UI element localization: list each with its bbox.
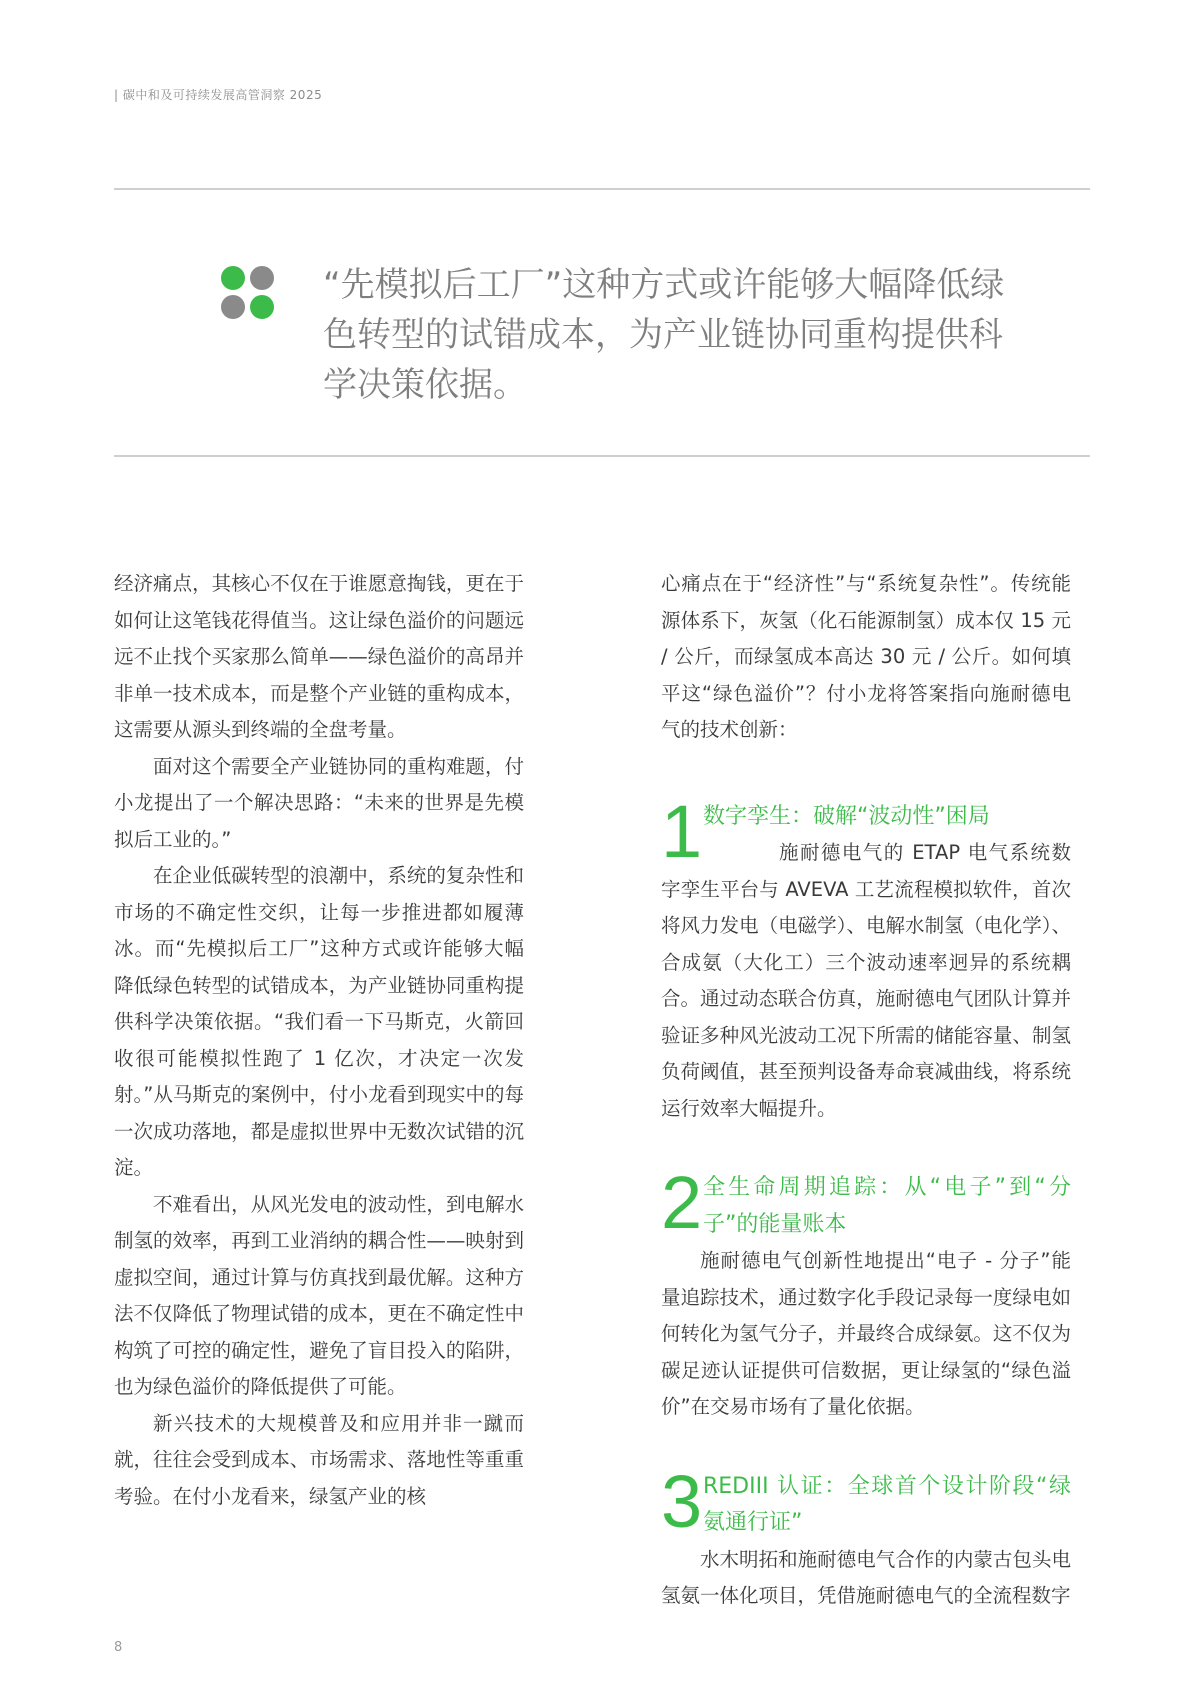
- bottom-divider: [114, 455, 1090, 457]
- paragraph: 新兴技术的大规模普及和应用并非一蹴而就，往往会受到成本、市场需求、落地性等重重考验。在付小龙看来，绿氢产业的核: [114, 1411, 524, 1508]
- four-dots-icon: [221, 266, 277, 322]
- paragraph: 不难看出，从风光发电的波动性，到电解水制氢的效率，再到工业消纳的耦合性——映射到虚拟空间，通过计算与仿真找到最优解。这种方法不仅降低了物理试错的成本，更在不确定性中构筑了可控的确定性，避免了盲目投入的陷阱，也为绿色溢价的降低提供了可能。: [114, 1192, 524, 1398]
- section-1: [661, 789, 1071, 1128]
- section-number: 1: [661, 789, 703, 873]
- section-title: 全生命周期追踪：从“电子”到“分子”的能量账本: [703, 1175, 1071, 1237]
- top-divider: [114, 188, 1090, 190]
- dot-green-bottom-right: [250, 295, 274, 319]
- dot-gray-top-right: [250, 266, 274, 290]
- right-column: [661, 566, 1071, 1615]
- section-number: 3: [661, 1459, 703, 1543]
- section-title: REDIII 认证：全球首个设计阶段“绿氨通行证”: [703, 1473, 1071, 1535]
- running-header: | 碳中和及可持续发展高管洞察 2025: [114, 88, 323, 102]
- paragraph: 经济痛点，其核心不仅在于谁愿意掏钱，更在于如何让这笔钱花得值当。这让绿色溢价的问题远远不止找个买家那么简单——绿色溢价的高昂并非单一技术成本，而是整个产业链的重构成本，这需要从源头到终端的全盘考量。: [114, 572, 524, 741]
- section-3: [661, 1459, 1071, 1615]
- paragraph: 面对这个需要全产业链协同的重构难题，付小龙提出了一个解决思路：“未来的世界是先模拟后工业的。”: [114, 754, 524, 851]
- page-number: 8: [114, 1640, 123, 1655]
- section-body: 水木明拓和施耐德电气合作的内蒙古包头电氢氨一体化项目，凭借施耐德电气的全流程数字: [661, 1547, 1071, 1607]
- section-title: 数字孪生：破解“波动性”困局: [703, 803, 990, 829]
- intro-paragraph: 心痛点在于“经济性”与“系统复杂性”。传统能源体系下，灰氢（化石能源制氢）成本仅 15 元 / 公斤，而绿氢成本高达 30 元 / 公斤。如何填平这“绿色溢价”？付小龙将答案指向施耐德电气的技术创新：: [661, 572, 1071, 741]
- section-body: 施耐德电气创新性地提出“电子 - 分子”能量追踪技术，通过数字化手段记录每一度绿电如何转化为氢气分子，并最终合成绿氨。这不仅为碳足迹认证提供可信数据，更让绿氢的“绿色溢价”在交易市场有了量化依据。: [661, 1249, 1071, 1418]
- left-column: [114, 566, 524, 1515]
- section-number: 2: [661, 1161, 703, 1244]
- dot-green-top-left: [221, 266, 245, 290]
- paragraph: 在企业低碳转型的浪潮中，系统的复杂性和市场的不确定性交织，让每一步推进都如履薄冰。而“先模拟后工厂”这种方式或许能够大幅降低绿色转型的试错成本，为产业链协同重构提供科学决策依据。“我们看一下马斯克，火箭回收很可能模拟性跑了 1 亿次，才决定一次发射。”从马斯克的案例中，付小龙看到现实中的每一次成功落地，都是虚拟世界中无数次试错的沉淀。: [114, 864, 524, 1179]
- section-body: 施耐德电气的 ETAP 电气系统数字孪生平台与 AVEVA 工艺流程模拟软件，首次将风力发电（电磁学）、电解水制氢（电化学）、合成氨（大化工）三个波动速率迥异的系统耦合。通过动态联合仿真，施耐德电气团队计算并验证多种风光波动工况下所需的储能容量、制氢负荷阈值，甚至预判设备寿命衰减曲线，将系统运行效率大幅提升。: [661, 841, 1071, 1120]
- section-2: [661, 1161, 1071, 1426]
- dot-gray-bottom-left: [221, 295, 245, 319]
- pull-quote: “先模拟后工厂”这种方式或许能够大幅降低绿色转型的试错成本，为产业链协同重构提供科学决策依据。: [323, 265, 1005, 405]
